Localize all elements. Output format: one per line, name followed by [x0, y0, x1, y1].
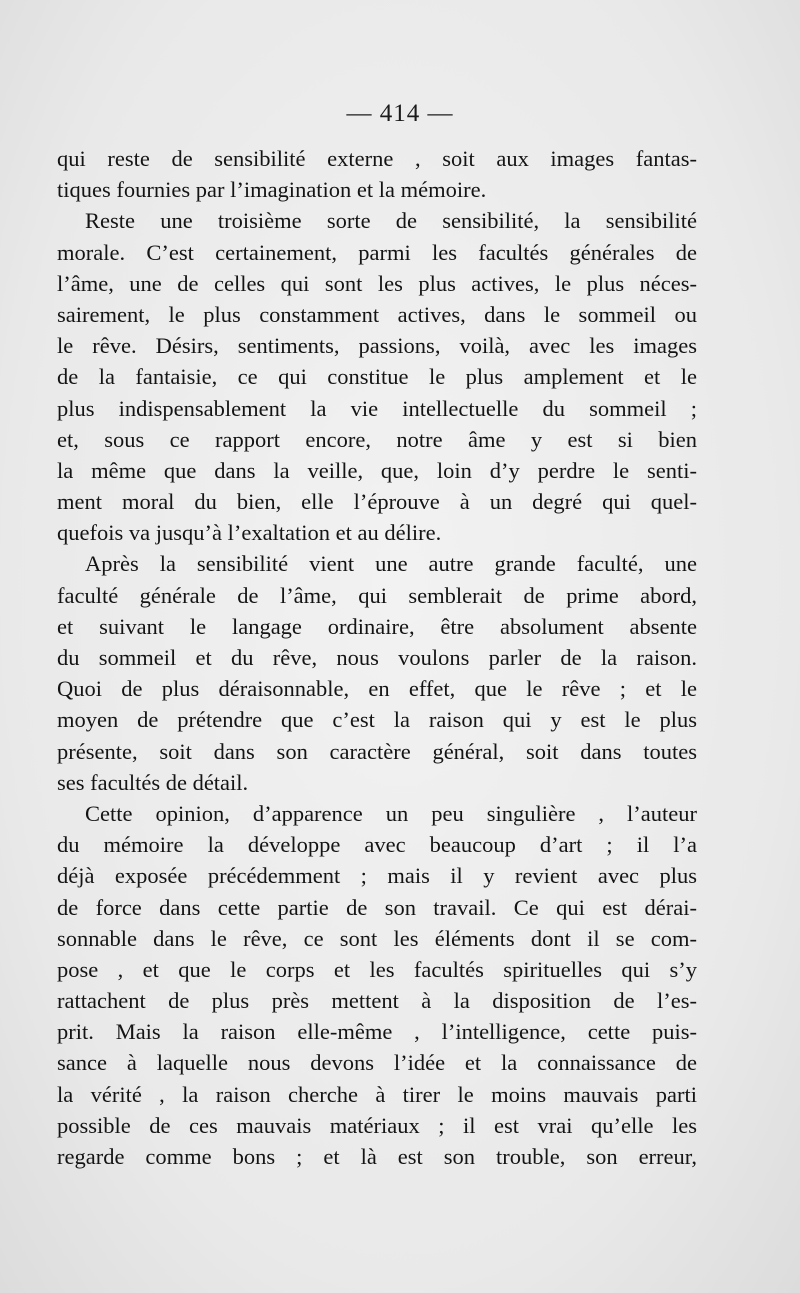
- text-line: moyen de prétendre que c’est la raison qui y est le plus: [57, 707, 697, 733]
- text-line: de la fantaisie, ce qui constitue le plus amplement et le: [57, 364, 697, 390]
- text-line: ses facultés de détail.: [57, 769, 249, 795]
- page-number: — 414 —: [346, 100, 454, 127]
- text-line: et suivant le langage ordinaire, être absolument absente: [57, 613, 697, 639]
- text-line: la même que dans la veille, que, loin d’y perdre le senti-: [57, 457, 697, 483]
- text-line: la vérité , la raison cherche à tirer le moins mauvais parti: [57, 1081, 697, 1107]
- text-line: Cette opinion, d’apparence un peu singulière , l’auteur: [85, 800, 697, 826]
- text-line: du sommeil et du rêve, nous voulons parler de la raison.: [57, 645, 697, 670]
- text-line: pose , et que le corps et les facultés spirituelles qui s’y: [57, 956, 697, 982]
- text-line: et, sous ce rapport encore, notre âme y est si bien: [57, 426, 697, 452]
- text-line: ment moral du bien, elle l’éprouve à un degré qui quel-: [57, 489, 697, 515]
- text-line: morale. C’est certainement, parmi les facultés générales de: [57, 239, 697, 265]
- text-line: rattachent de plus près mettent à la disposition de l’es-: [57, 988, 697, 1014]
- text-line: déjà exposée précédemment ; mais il y revient avec plus: [57, 863, 697, 889]
- text-line: du mémoire la développe avec beaucoup d’art ; il l’a: [57, 832, 697, 858]
- text-line: prit. Mais la raison elle-même , l’intelligence, cette puis-: [57, 1019, 697, 1045]
- text-line: Quoi de plus déraisonnable, en effet, que le rêve ; et le: [57, 676, 697, 702]
- text-line: tiques fournies par l’imagination et la mémoire.: [57, 177, 487, 203]
- text-line: sance à laquelle nous devons l’idée et la connaissance de: [57, 1050, 697, 1076]
- text-line: présente, soit dans son caractère général, soit dans toutes: [57, 738, 697, 764]
- text-line: faculté générale de l’âme, qui semblerait de prime abord,: [57, 582, 697, 608]
- text-line: possible de ces mauvais matériaux ; il est vrai qu’elle les: [57, 1112, 697, 1138]
- text-line: Reste une troisième sorte de sensibilité, la sensibilité: [85, 208, 697, 234]
- text-line: l’âme, une de celles qui sont les plus actives, le plus néces-: [57, 270, 697, 296]
- text-line: quefois va jusqu’à l’exaltation et au délire.: [57, 520, 442, 546]
- text-line: regarde comme bons ; et là est son trouble, son erreur,: [57, 1144, 697, 1169]
- text-line: le rêve. Désirs, sentiments, passions, voilà, avec les images: [57, 333, 697, 359]
- text-line: qui reste de sensibilité externe , soit aux images fantas-: [57, 146, 697, 171]
- text-line: sonnable dans le rêve, ce sont les éléments dont il se com-: [57, 925, 697, 951]
- text-line: plus indispensablement la vie intellectuelle du sommeil ;: [57, 395, 697, 421]
- text-line: Après la sensibilité vient une autre grande faculté, une: [85, 551, 697, 577]
- text-line: sairement, le plus constamment actives, dans le sommeil ou: [57, 301, 697, 327]
- text-line: de force dans cette partie de son travail. Ce qui est dérai-: [57, 894, 697, 920]
- body-text: [57, 143, 697, 1172]
